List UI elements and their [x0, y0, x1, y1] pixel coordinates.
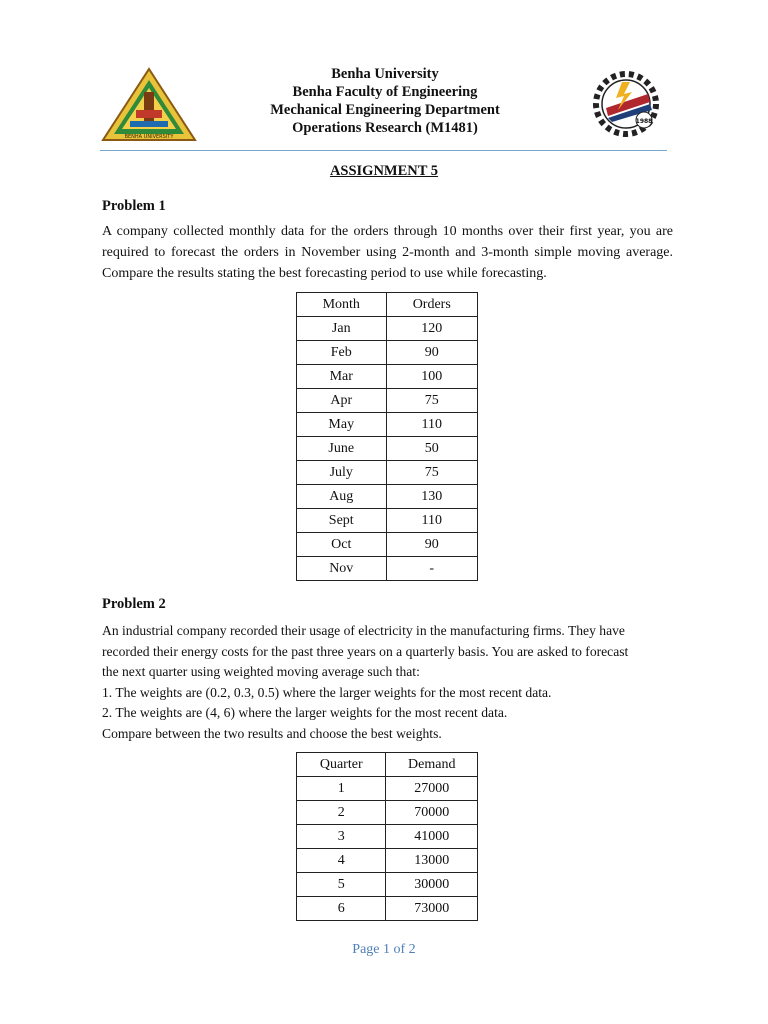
table-row [297, 485, 478, 509]
table-cell: 13000 [386, 849, 478, 873]
page-header [100, 60, 670, 148]
table-row [297, 849, 478, 873]
table-cell: 75 [386, 389, 478, 413]
table-cell: 130 [386, 485, 478, 509]
table-row [297, 897, 478, 921]
table-cell: - [386, 557, 478, 581]
table-cell: 90 [386, 533, 478, 557]
problem1-text: A company collected monthly data for the orders through 10 months over their first year, you are required to forecast the orders in November using 2-month and 3-month simple moving average. Compare the results stating the best forecasting period to use while forecasting. [102, 224, 673, 281]
table-cell: 4 [297, 849, 386, 873]
table-cell: Mar [297, 365, 387, 389]
table-header-cell: Quarter [297, 753, 386, 777]
problem2-line: recorded their energy costs for the past three years on a quarterly basis. You are asked to forecast [102, 643, 629, 659]
table-cell: Feb [297, 341, 387, 365]
table-cell: 120 [386, 317, 478, 341]
problem2-line: Compare between the two results and choose the best weights. [102, 725, 442, 741]
problem1-heading: Problem 1 [102, 198, 166, 214]
faculty-engineering-logo [578, 68, 676, 142]
problem2-line: An industrial company recorded their usage of electricity in the manufacturing firms. They have [102, 623, 625, 638]
table-cell: Nov [297, 557, 387, 581]
table-header-cell: Month [297, 293, 387, 317]
table-row [297, 509, 478, 533]
table-row [297, 825, 478, 849]
orders-table [296, 292, 478, 581]
table-cell: Jan [297, 317, 387, 341]
problem2-line: 2. The weights are (4, 6) where the larger weights for the most recent data. [102, 705, 508, 720]
course-name: Operations Research (M1481) [292, 120, 478, 136]
university-name: Benha University [331, 66, 439, 82]
table-cell: 2 [297, 801, 386, 825]
table-cell: July [297, 461, 387, 485]
faculty-name: Benha Faculty of Engineering [292, 84, 478, 100]
problem2-line: 1. The weights are (0.2, 0.3, 0.5) where the larger weights for the most recent data. [102, 684, 552, 700]
table-cell: May [297, 413, 387, 437]
table-header-row [297, 293, 478, 317]
assignment-title: ASSIGNMENT 5 [329, 163, 439, 179]
problem2-heading: Problem 2 [102, 596, 166, 612]
table-row [297, 873, 478, 897]
table-cell: 90 [386, 341, 478, 365]
table-cell: 3 [297, 825, 386, 849]
table-header-row [297, 753, 478, 777]
problem2-text [102, 621, 677, 744]
table-row [297, 533, 478, 557]
table-cell: 110 [386, 509, 478, 533]
table-cell: 1 [297, 777, 386, 801]
table-cell: 110 [386, 413, 478, 437]
header-divider [100, 150, 667, 151]
benha-university-logo [100, 66, 198, 144]
table-cell: June [297, 437, 387, 461]
table-row [297, 413, 478, 437]
table-row [297, 777, 478, 801]
table-cell: 75 [386, 461, 478, 485]
table-row [297, 437, 478, 461]
table-cell: 30000 [386, 873, 478, 897]
table-cell: Aug [297, 485, 387, 509]
logo-year: 1988 [635, 118, 653, 125]
problem2-line: the next quarter using weighted moving average such that: [102, 664, 420, 679]
page-footer: Page 1 of 2 [352, 942, 416, 957]
table-row [297, 341, 478, 365]
table-cell: 50 [386, 437, 478, 461]
table-row [297, 801, 478, 825]
table-cell: 27000 [386, 777, 478, 801]
table-header-cell: Demand [386, 753, 478, 777]
table-cell: Apr [297, 389, 387, 413]
table-cell: Sept [297, 509, 387, 533]
table-cell: 100 [386, 365, 478, 389]
table-cell: Oct [297, 533, 387, 557]
table-header-cell: Orders [386, 293, 478, 317]
table-row [297, 317, 478, 341]
table-cell: 41000 [386, 825, 478, 849]
table-cell: 70000 [386, 801, 478, 825]
table-row [297, 389, 478, 413]
department-name: Mechanical Engineering Department [270, 102, 500, 118]
demand-table [296, 752, 478, 921]
table-row [297, 461, 478, 485]
table-cell: 5 [297, 873, 386, 897]
table-row [297, 365, 478, 389]
logo-caption: BENHA UNIVERSITY [124, 134, 174, 140]
header-text-block [220, 65, 550, 137]
table-cell: 6 [297, 897, 386, 921]
table-row [297, 557, 478, 581]
table-cell: 73000 [386, 897, 478, 921]
